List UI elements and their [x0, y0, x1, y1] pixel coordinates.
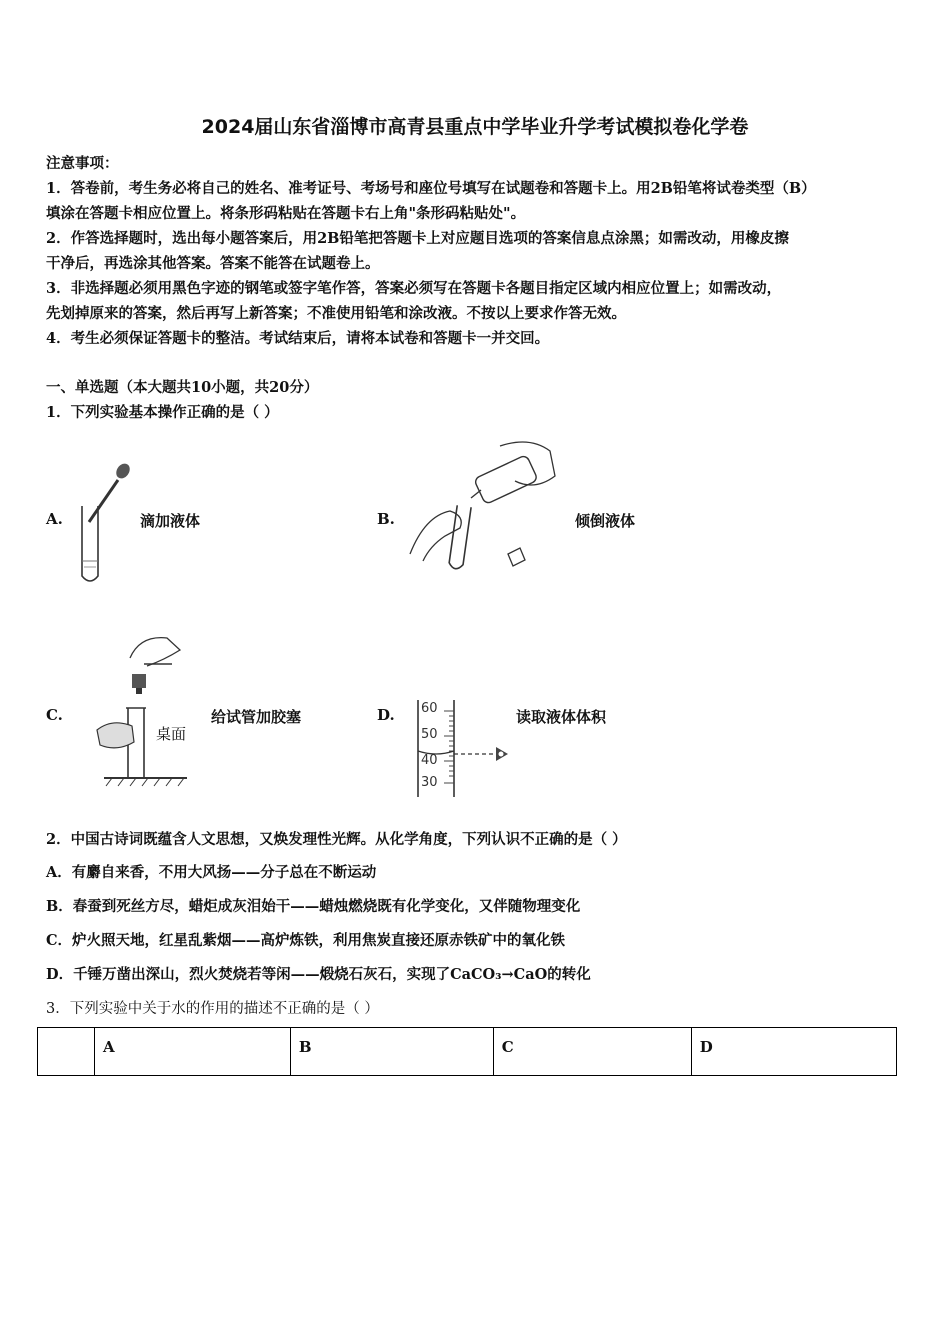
question-2-option: B．春蚕到死丝方尽，蜡炬成灰泪始干——蜡烛燃烧既有化学变化，又伴随物理变化: [46, 898, 581, 915]
notice-line: 4．考生必须保证答题卡的整洁。考试结束后，请将本试卷和答题卡一并交回。: [46, 330, 550, 347]
option-c-letter: C.: [46, 706, 63, 724]
pouring-liquid-figure: [405, 436, 560, 576]
desktop-label: 桌面: [156, 725, 187, 743]
question-3-table: [37, 1027, 897, 1076]
question-2-option: A．有麝自来香，不用大风扬——分子总在不断运动: [46, 864, 377, 881]
notice-line: 干净后，再选涂其他答案。答案不能答在试题卷上。: [46, 255, 380, 272]
option-a-label: 滴加液体: [140, 512, 201, 530]
table-header-d: D: [691, 1028, 896, 1076]
notice-line: 填涂在答题卡相应位置上。将条形码粘贴在答题卡右上角"条形码粘贴处"。: [46, 205, 526, 222]
question-2-option: C．炉火照天地，红星乱紫烟——高炉炼铁，利用焦炭直接还原赤铁矿中的氧化铁: [46, 932, 566, 949]
option-d-letter: D.: [377, 706, 395, 724]
option-b-letter: B.: [377, 510, 395, 528]
option-c-label: 给试管加胶塞: [211, 708, 302, 726]
notice-line: 1．答卷前，考生务必将自己的姓名、准考证号、考场号和座位号填写在试题卷和答题卡上。用2B铅笔将试卷类型（B）: [46, 180, 816, 197]
notice-line: 3．非选择题必须用黑色字迹的钢笔或签字笔作答，答案必须写在答题卡各题目指定区域内相应位置上；如需改动，: [46, 280, 782, 297]
question-3-stem: 3．下列实验中关于水的作用的描述不正确的是（ ）: [46, 1001, 379, 1017]
table-header-c: C: [493, 1028, 691, 1076]
dropper-test-tube-figure: [70, 458, 140, 588]
notice-line: 2．作答选择题时，选出每小题答案后，用2B铅笔把答题卡上对应题目选项的答案信息点涂黑；如需改动，用橡皮擦: [46, 230, 789, 247]
tick-label: 30: [421, 775, 438, 790]
section-heading: 一、单选题（本大题共10小题，共20分）: [46, 379, 319, 396]
option-a-letter: A.: [46, 510, 63, 528]
option-b-label: 倾倒液体: [575, 512, 636, 530]
notice-line: 先划掉原来的答案，然后再写上新答案；不准使用铅笔和涂改液。不按以上要求作答无效。: [46, 305, 626, 322]
page-title: 2024届山东省淄博市高青县重点中学毕业升学考试模拟卷化学卷: [201, 116, 749, 138]
table-header-b: B: [290, 1028, 493, 1076]
table-row: [38, 1028, 897, 1076]
question-1-stem: 1．下列实验基本操作正确的是（ ）: [46, 404, 279, 421]
table-cell: [38, 1028, 95, 1076]
tick-label: 50: [421, 727, 438, 742]
table-header-a: A: [95, 1028, 291, 1076]
tick-label: 60: [421, 701, 438, 716]
stopper-test-tube-figure: [92, 630, 207, 788]
question-2-option: D．千锤万凿出深山，烈火焚烧若等闲——煅烧石灰石，实现了CaCO₃→CaO的转化: [46, 966, 591, 983]
question-2-stem: 2．中国古诗词既蕴含人文思想，又焕发理性光辉。从化学角度，下列认识不正确的是（ ）: [46, 831, 627, 848]
tick-label: 40: [421, 753, 438, 768]
notice-heading: 注意事项：: [46, 155, 119, 172]
option-d-label: 读取液体体积: [516, 708, 607, 726]
